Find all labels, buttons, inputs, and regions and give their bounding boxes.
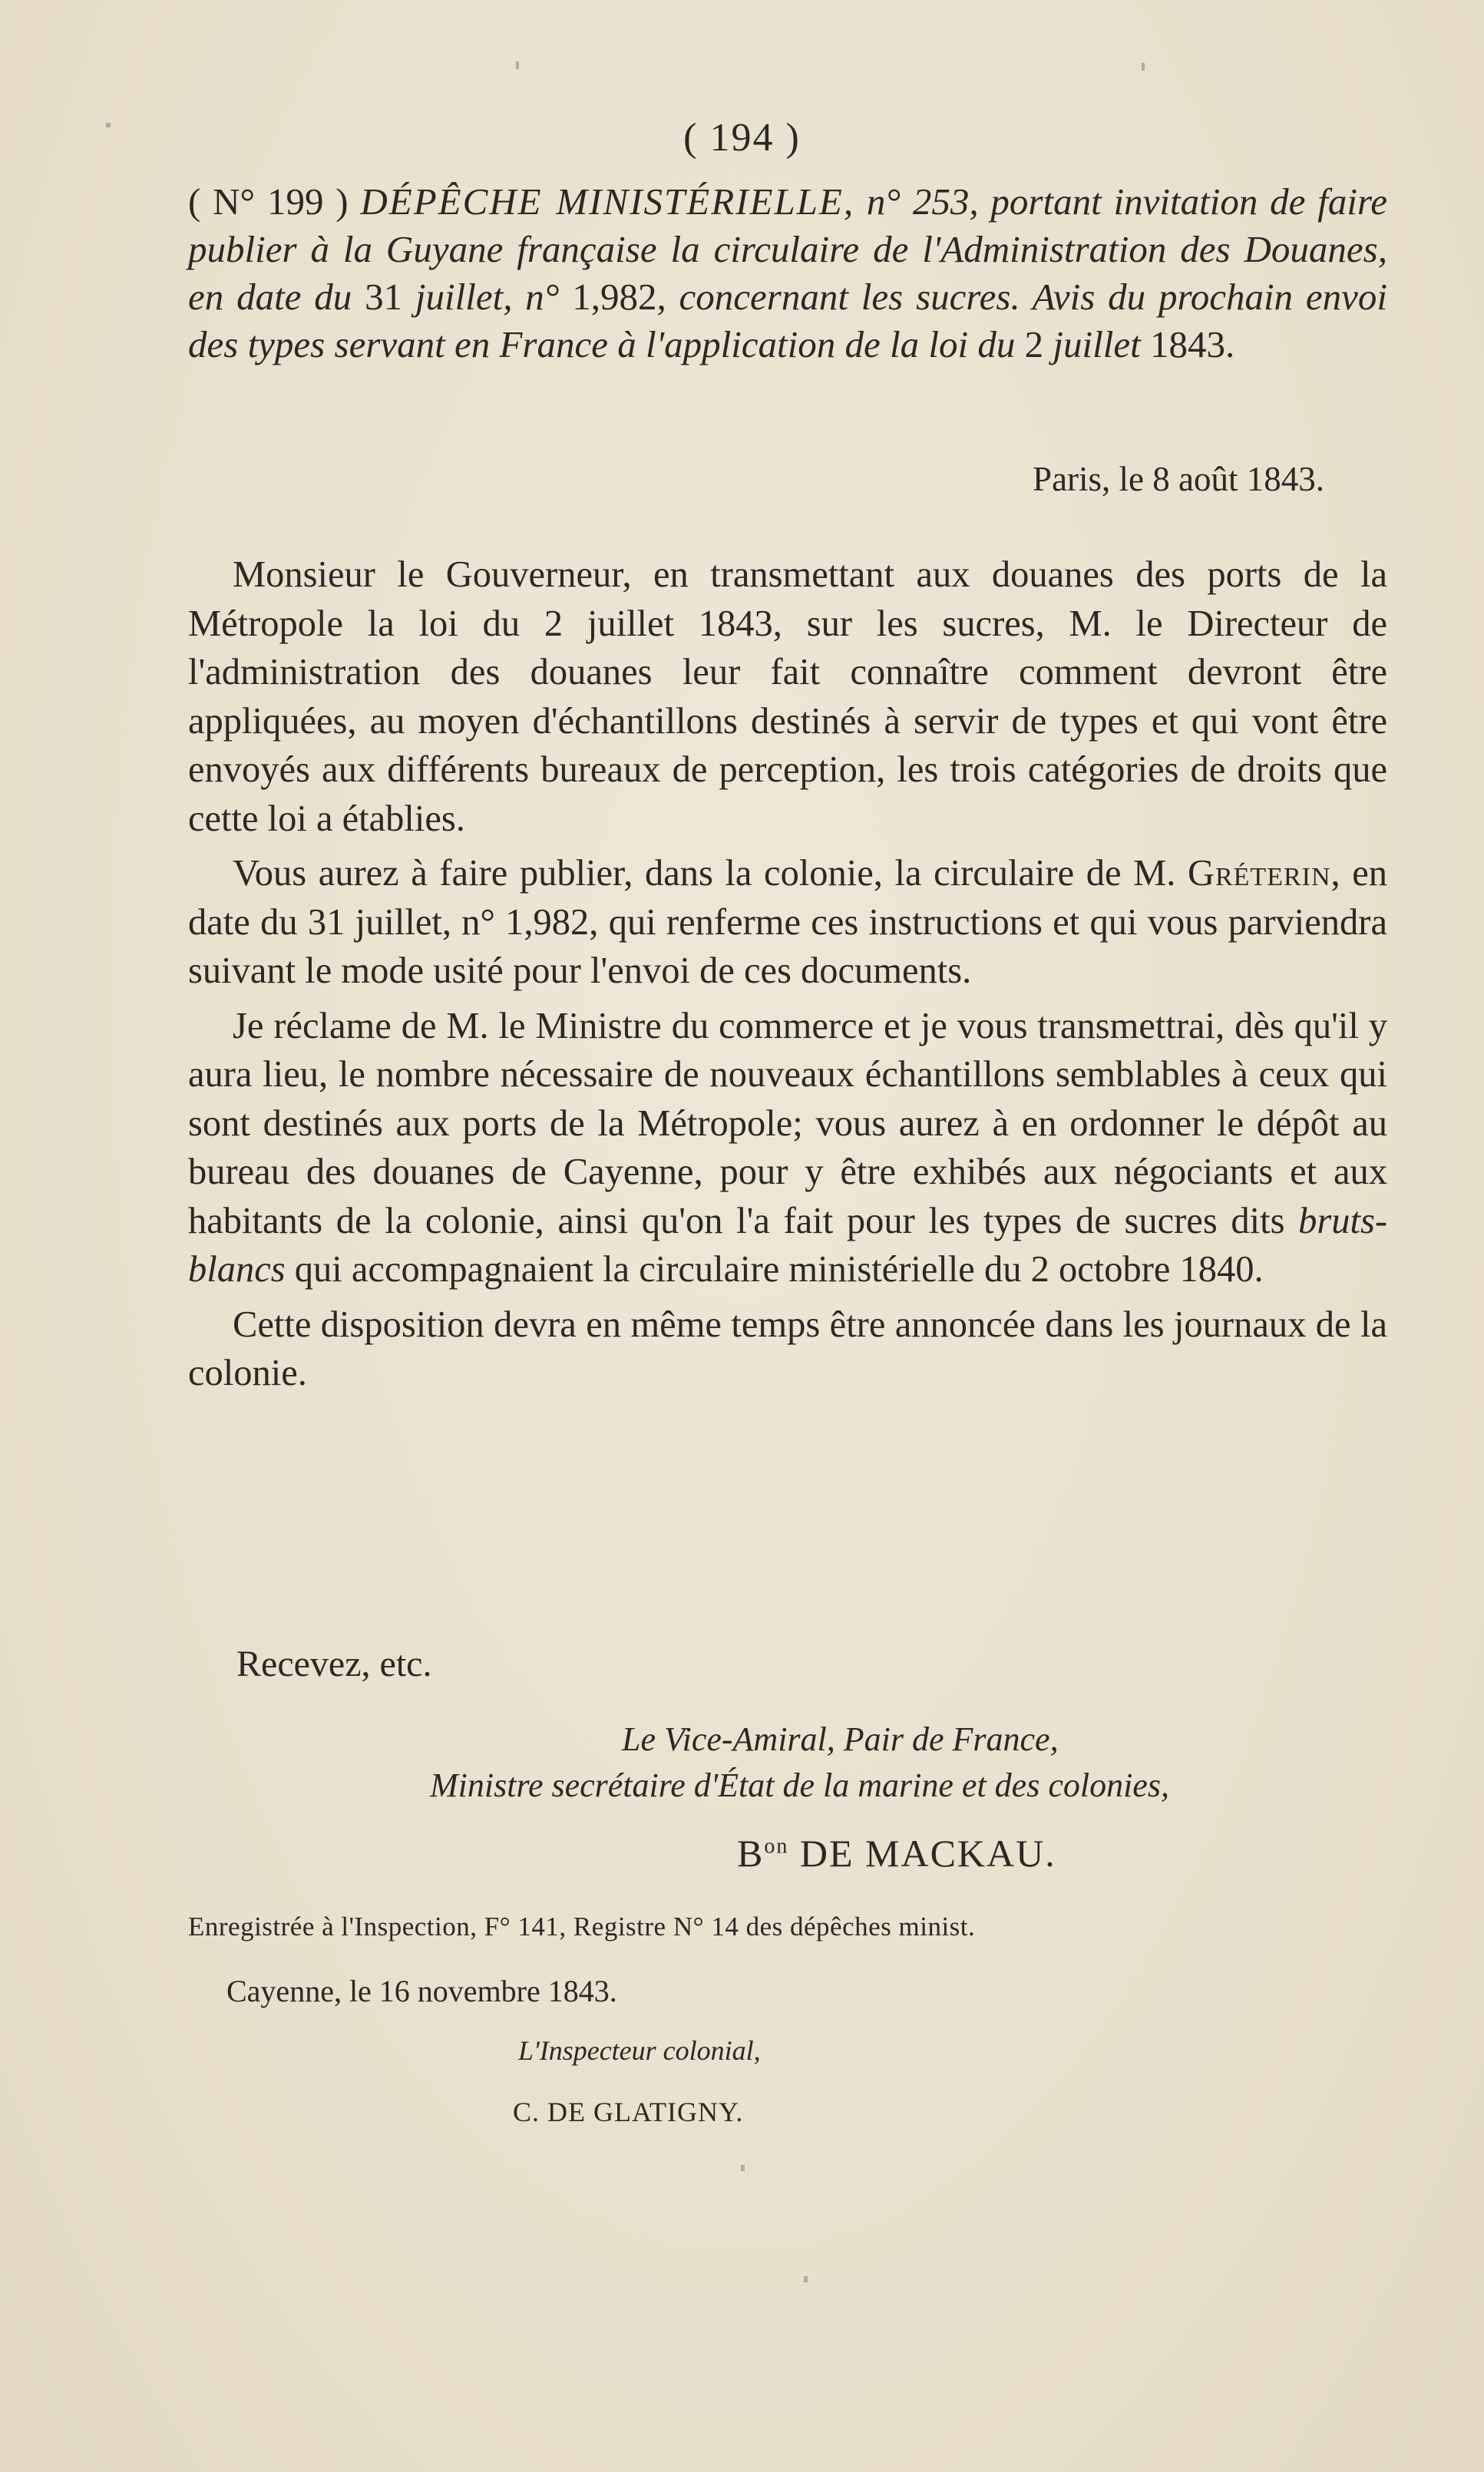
- paragraph-2-text-a: Vous aurez à faire publier, dans la colonie, la circulaire de M.: [233, 853, 1188, 894]
- inspector-name: C. DE GLATIGNY.: [513, 2097, 744, 2127]
- cayenne-date: Cayenne, le 16 novembre 1843.: [226, 1974, 617, 2008]
- dispatch-summary-1: portant invitation de faire publier à la Guyane française la circulaire de l'Administration des Douanes, en date du: [188, 180, 1387, 318]
- paper-speck: [106, 123, 111, 127]
- letter-body: [188, 550, 1387, 1404]
- closing-formula: Recevez, etc.: [236, 1644, 432, 1684]
- dispatch-summary-4: juillet: [1043, 323, 1150, 365]
- paper-speck: [1142, 63, 1145, 71]
- paper-speck: [804, 2276, 808, 2282]
- paragraph-2-text-b: , en date du 31 juillet, n° 1,982, qui renferme ces instructions et qui vous parviendra suivant le mode usité pour l'envoi de ces documents.: [188, 853, 1388, 991]
- dispatch-number: ( N° 199 ): [188, 180, 361, 223]
- paper-speck: [741, 2165, 745, 2171]
- page-number: ( 194 ): [683, 116, 801, 160]
- paragraph-3: [188, 1002, 1387, 1294]
- signatory-name-sup: on: [764, 1834, 789, 1859]
- paragraph-1: Monsieur le Gouverneur, en transmettant aux douanes des ports de la Métropole la loi du 2 juillet 1843, sur les sucres, M. le Directeur de l'administration des douanes leur fait connaître comment devront être appliquées, au moyen d'échantillons destinés à servir de types et qui vont être envoyés aux différents bureaux de perception, les trois catégories de droits que cette loi a établies.: [188, 554, 1387, 839]
- dispatch-num-label: n° 253,: [854, 180, 979, 223]
- sugar-type: bruts-blancs: [188, 1200, 1387, 1290]
- dispatch-heading: [188, 178, 1387, 368]
- law-date-day: 2: [1024, 323, 1044, 365]
- registration-note: Enregistrée à l'Inspection, F° 141, Registre N° 14 des dépêches minist.: [188, 1912, 976, 1942]
- law-year: 1843.: [1149, 323, 1235, 365]
- inspector-title: L'Inspecteur colonial,: [518, 2035, 761, 2066]
- paper-speck: [516, 61, 519, 69]
- signatory-name-prefix: B: [737, 1832, 765, 1875]
- dispatch-summary-3: , concernant les sucres. Avis du prochain envoi des types servant en France à l'application de la loi du: [188, 276, 1387, 365]
- paragraph-4: Cette disposition devra en même temps être annoncée dans les journaux de la colonie.: [188, 1304, 1387, 1393]
- person-name: Gréterin: [1187, 853, 1331, 894]
- circular-number: 1,982: [572, 276, 657, 318]
- dispatch-title: DÉPÊCHE MINISTÉRIELLE,: [360, 180, 855, 223]
- paragraph-3-text-b: qui accompagnaient la circulaire ministérielle du 2 octobre 1840.: [285, 1249, 1264, 1290]
- signatory-rank: Le Vice-Amiral, Pair de France,: [622, 1720, 1059, 1758]
- paragraph-3-text-a: Je réclame de M. le Ministre du commerce et je vous transmettrai, dès qu'il y aura lieu, le nombre nécessaire de nouveaux échantillons semblables à ceux qui sont destinés aux ports de la Métropole; vous aurez à en ordonner le dépôt au bureau des douanes de Cayenne, pour y être exhibés aux négociants et aux habitants de la colonie, ainsi qu'on l'a fait pour les types de sucres dits: [188, 1005, 1387, 1241]
- paragraph-2: [188, 849, 1387, 996]
- signatory-office: Ministre secrétaire d'État de la marine et des colonies,: [430, 1766, 1169, 1804]
- dispatch-date-day: 31: [365, 276, 403, 318]
- signatory-name: [737, 1831, 1056, 1875]
- signatory-name-main: DE MACKAU.: [788, 1832, 1056, 1875]
- dispatch-summary-2: juillet, n°: [402, 276, 573, 318]
- place-date: Paris, le 8 août 1843.: [1033, 460, 1324, 498]
